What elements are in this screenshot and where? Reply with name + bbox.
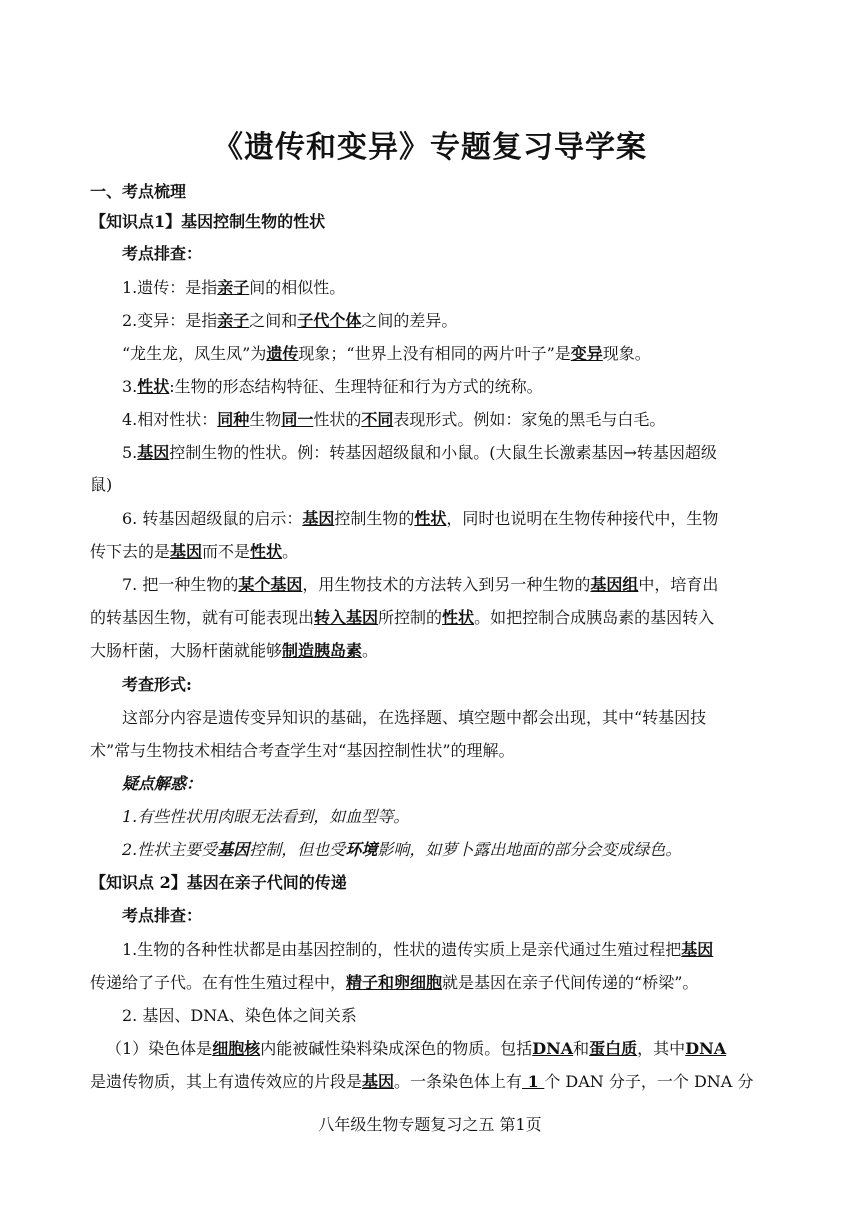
text-line: 术”常与生物技术相结合考查学生对“基因控制性状”的理解。 bbox=[90, 741, 515, 760]
text-line: 2.性状主要受基因控制，但也受环境影响，如萝卜露出地面的部分会变成绿色。 bbox=[122, 840, 682, 859]
text-line: 3.性状:生物的形态结构特征、生理特征和行为方式的统称。 bbox=[122, 377, 543, 396]
text-line: 1.有些性状用肉眼无法看到，如血型等。 bbox=[122, 807, 410, 826]
text-line: 这部分内容是遗传变异知识的基础，在选择题、填空题中都会出现，其中“转基因技 bbox=[122, 708, 707, 727]
text-line: 6. 转基因超级鼠的启示：基因控制生物的性状，同时也说明在生物传种接代中，生物 bbox=[122, 509, 719, 528]
check-label: 考点排查： bbox=[122, 244, 203, 263]
check-label: 考点排查： bbox=[122, 906, 203, 925]
text-line: 2.变异：是指亲子之间和子代个体之间的差异。 bbox=[122, 311, 458, 330]
form-label: 考查形式: bbox=[122, 675, 192, 694]
text-line: 5.基因控制生物的性状。例：转基因超级鼠和小鼠。(大鼠生长激素基因→转基因超级 bbox=[122, 443, 717, 462]
text-line: 1.遗传：是指亲子间的相似性。 bbox=[122, 278, 346, 297]
text-line: 2. 基因、DNA、染色体之间关系 bbox=[122, 1006, 357, 1025]
text-line: 鼠) bbox=[90, 475, 113, 494]
text-line: 4.相对性状：同种生物同一性状的不同表现形式。例如：家兔的黑毛与白毛。 bbox=[122, 410, 666, 429]
section-heading: 一、考点梳理 bbox=[90, 182, 187, 201]
text-line: 1.生物的各种性状都是由基因控制的，性状的遗传实质上是亲代通过生殖过程把基因 bbox=[122, 940, 714, 959]
doubt-label: 疑点解惑： bbox=[122, 774, 203, 793]
text-line: “龙生龙，凤生凤”为遗传现象；“世界上没有相同的两片叶子”是变异现象。 bbox=[122, 344, 651, 363]
document-title: 《遗传和变异》专题复习导学案 bbox=[213, 130, 647, 165]
page-footer: 八年级生物专题复习之五 第1页 bbox=[318, 1115, 542, 1134]
text-line: （1）染色体是细胞核内能被碱性染料染成深色的物质。包括DNA和蛋白质，其中DNA bbox=[106, 1039, 727, 1058]
text-line: 传递给了子代。在有性生殖过程中，精子和卵细胞就是基因在亲子代间传递的“桥梁”。 bbox=[90, 973, 699, 992]
text-line: 传下去的是基因而不是性状。 bbox=[90, 542, 299, 561]
text-line: 是遗传物质，其上有遗传效应的片段是基因。一条染色体上有 1 个 DAN 分子，一个 DNA 分 bbox=[90, 1072, 754, 1091]
knowledge-point-2-heading: 【知识点 2】基因在亲子代间的传递 bbox=[90, 873, 347, 892]
text-line: 的转基因生物，就有可能表现出转入基因所控制的性状。如把控制合成胰岛素的基因转入 bbox=[90, 608, 715, 627]
knowledge-point-1-heading: 【知识点1】基因控制生物的性状 bbox=[90, 212, 326, 231]
text-line: 7. 把一种生物的某个基因，用生物技术的方法转入到另一种生物的基因组中，培育出 bbox=[122, 575, 719, 594]
text-line: 大肠杆菌，大肠杆菌就能够制造胰岛素。 bbox=[90, 641, 379, 660]
